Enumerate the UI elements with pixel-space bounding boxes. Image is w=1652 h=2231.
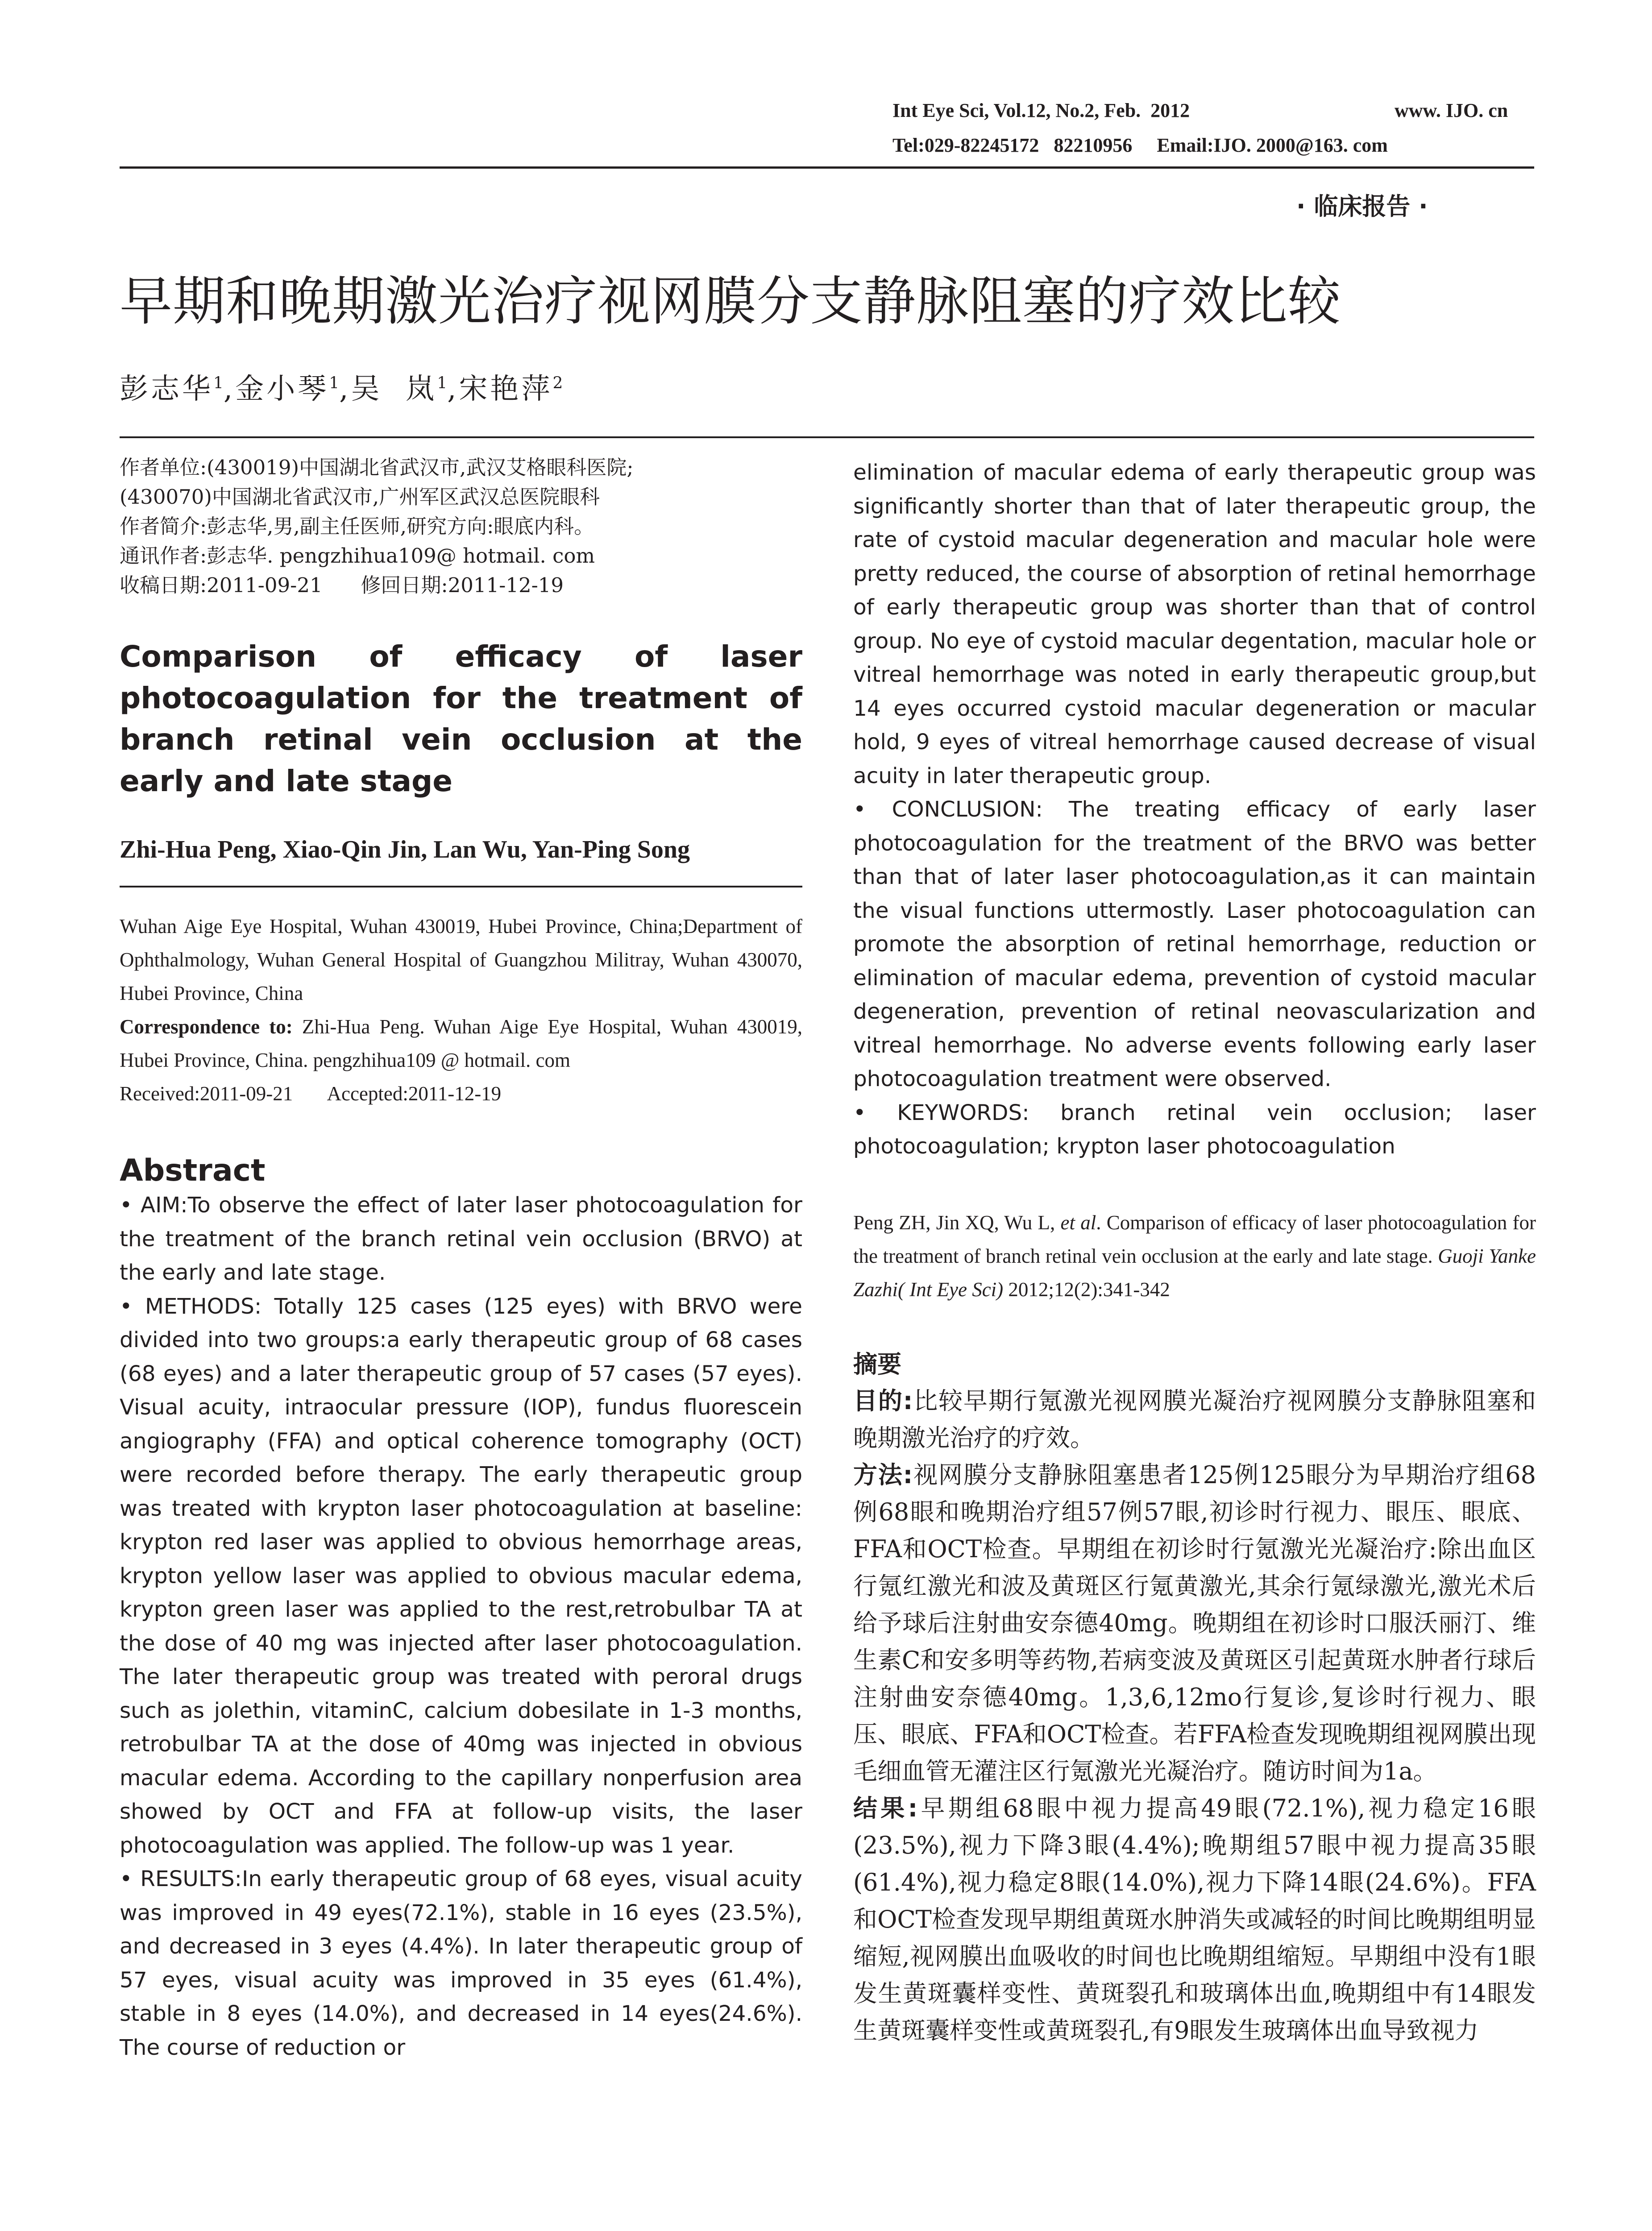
- en-affiliation: Wuhan Aige Eye Hospital, Wuhan 430019, Hubei Province, China;Department of Ophthalmology, Wuhan General Hospital of Guangzhou Militray, Wuhan 430070, Hubei Province, China: [120, 915, 802, 1004]
- abstract-methods: • METHODS: Totally 125 cases (125 eyes) with BRVO were divided into two groups:a early therapeutic group of 68 cases (68 eyes) and a later therapeutic group of 57 cases (57 eyes). Visual acuity, intraocular pressure (IOP), fundus fluorescein angiography (FFA) and optical coherence tomography (OCT) were recorded before therapy. The early therapeutic group was treated with krypton laser photocoagulation at baseline: krypton red laser was applied to obvious hemorrhage areas, krypton yellow laser was applied to obvious macular edema, krypton green laser was applied to the rest,retrobulbar TA at the dose of 40 mg was injected after laser photocoagulation. The later therapeutic group was treated with peroral drugs such as jolethin, vitaminC, calcium dobesilate in 1-3 months, retrobulbar TA at the dose of 40mg was injected in obvious macular edema. According to the capillary nonperfusion area showed by OCT and FFA at follow-up visits, the laser photocoagulation was applied. The follow-up was 1 year.: [120, 1294, 802, 1858]
- correspondence-text: Zhi-Hua Peng. Wuhan Aige Eye Hospital, Wuhan 430019, Hubei Province, China. pengzhihua109 @ hotmail. com: [120, 1016, 802, 1071]
- abstract-heading: Abstract: [120, 1153, 266, 1188]
- abstract-left: [120, 1189, 802, 2065]
- journal-contact: Tel:029-82245172 82210956 Email:IJO. 2000@163. com: [892, 134, 1388, 156]
- abstract-right: [853, 456, 1536, 1164]
- en-authors-rule: [120, 886, 802, 887]
- cn-correspondence: 通讯作者:彭志华. pengzhihua109@ hotmail. com: [120, 544, 595, 568]
- right-column: [853, 456, 1536, 2049]
- cn-methods: [853, 1456, 1536, 1790]
- cn-dates: 收稿日期:2011-09-21 修回日期:2011-12-19: [120, 573, 564, 597]
- author-1: 彭志华: [120, 373, 213, 406]
- cn-aim: [853, 1382, 1536, 1456]
- author-3-sup: 1: [437, 374, 448, 393]
- citation-volume: 2012;12(2):341-342: [1003, 1278, 1170, 1301]
- abstract-conclusion: • CONCLUSION: The treating efficacy of early laser photocoagulation for the treatment of the BRVO was better than that of later laser photocoagulation,as it can maintain the visual functions uttermostly. Laser photocoagulation can promote the absorption of retinal hemorrhage, reduction or elimination of macular edema, prevention of cystoid macular degeneration, prevention of retinal neovascularization and vitreal hemorrhage. No adverse events following early laser photocoagulation treatment were observed.: [853, 797, 1536, 1091]
- cn-author-bio: 作者简介:彭志华,男,副主任医师,研究方向:眼底内科。: [120, 514, 594, 538]
- author-1-sup: 1: [213, 374, 224, 393]
- author-2-sup: 1: [329, 374, 340, 393]
- author-sep: ,: [339, 373, 351, 406]
- author-sep: ,: [447, 373, 459, 406]
- en-title: Comparison of efficacy of laser photocoagulation for the treatment of branch retinal vein occlusion at the early and late stage: [120, 639, 802, 798]
- cn-abstract-heading: 摘要: [853, 1350, 901, 1378]
- cn-results-label: 结果:: [853, 1794, 918, 1822]
- abstract-keywords: • KEYWORDS: branch retinal vein occlusion; laser photocoagulation; krypton laser photocoagulation: [853, 1100, 1536, 1159]
- citation-authors: Peng ZH, Jin XQ, Wu L,: [853, 1211, 1061, 1234]
- authors-rule: [120, 436, 1534, 438]
- left-column: [120, 453, 802, 2065]
- abstract-results: • RESULTS:In early therapeutic group of 68 eyes, visual acuity was improved in 49 eyes(72.1%), stable in 16 eyes (23.5%), and decreased in 3 eyes (4.4%). In later therapeutic group of 57 eyes, visual acuity was improved in 35 eyes (61.4%), stable in 8 eyes (14.0%), and decreased in 14 eyes(24.6%). The course of reduction or: [120, 1866, 802, 2060]
- citation-etal: et al: [1060, 1211, 1096, 1234]
- cn-abstract: [853, 1382, 1536, 2049]
- cn-aim-text: 比较早期行氪激光视网膜光凝治疗视网膜分支静脉阻塞和晚期激光治疗的疗效。: [853, 1386, 1536, 1452]
- author-3: 吴 岚: [351, 373, 437, 406]
- cn-affiliation-1: 作者单位:(430019)中国湖北省武汉市,武汉艾格眼科医院;: [120, 456, 634, 479]
- cn-methods-text: 视网膜分支静脉阻塞患者125例125眼分为早期治疗组68例68眼和晚期治疗组57例57眼,初诊时行视力、眼压、眼底、FFA和OCT检查。早期组在初诊时行氪激光光凝治疗:除出血区行氪红激光和波及黄斑区行氪黄激光,其余行氪绿激光,激光术后给予球后注射曲安奈德40mg。晚期组在初诊时口服沃丽汀、维生素C和安多明等药物,若病变波及黄斑区引起黄斑水肿者行球后注射曲安奈德40mg。1,3,6,12mo行复诊,复诊时行视力、眼压、眼底、FFA和OCT检查。若FFA检查发现晚期组视网膜出现毛细血管无灌注区行氪激光光凝治疗。随访时间为1a。: [853, 1460, 1536, 1785]
- en-correspondence: [120, 1010, 802, 1077]
- author-2: 金小琴: [235, 373, 329, 406]
- journal-info: Int Eye Sci, Vol.12, No.2, Feb. 2012: [892, 100, 1190, 121]
- author-sep: ,: [223, 373, 236, 406]
- journal-url: www. IJO. cn: [1395, 100, 1508, 121]
- abstract-aim: • AIM:To observe the effect of later laser photocoagulation for the treatment of the branch retinal vein occlusion (BRVO) at the early and late stage.: [120, 1193, 802, 1285]
- section-label: · 临床报告 ·: [1296, 192, 1428, 220]
- citation-title: . Comparison of efficacy of laser photocoagulation for the treatment of branch retinal vein occlusion at the early and late stage.: [853, 1211, 1536, 1267]
- author-4: 宋艳萍: [459, 373, 553, 406]
- author-4-sup: 2: [552, 374, 563, 393]
- correspondence-label: Correspondence to:: [120, 1016, 293, 1038]
- cn-results-text: 早期组68眼中视力提高49眼(72.1%),视力稳定16眼(23.5%),视力下降3眼(4.4%);晚期组57眼中视力提高35眼(61.4%),视力稳定8眼(14.0%),视力下降14眼(24.6%)。FFA和OCT检查发现早期组黄斑水肿消失或减轻的时间比晚期组明显缩短,视网膜出血吸收的时间也比晚期组缩短。早期组中没有1眼发生黄斑囊样变性、黄斑裂孔和玻璃体出血,晚期组中有14眼发生黄斑囊样变性或黄斑裂孔,有9眼发生玻璃体出血导致视力: [853, 1794, 1536, 2044]
- abstract-results-cont: elimination of macular edema of early therapeutic group was significantly shorter than that of later therapeutic group, the rate of cystoid macular degeneration and macular hole were pretty reduced, the course of absorption of retinal hemorrhage of early therapeutic group was shorter than that of control group. No eye of cystoid macular degentation, macular hole or vitreal hemorrhage was noted in early therapeutic group,but 14 eyes occurred cystoid macular degeneration or macular hold, 9 eyes of vitreal hemorrhage caused decrease of visual acuity in later therapeutic group.: [853, 460, 1536, 788]
- cn-authors: [120, 366, 563, 407]
- cn-methods-label: 方法:: [853, 1460, 913, 1489]
- header-rule: [120, 166, 1534, 169]
- cn-aim-label: 目的:: [853, 1386, 913, 1415]
- citation: [853, 1206, 1536, 1306]
- en-authors: Zhi-Hua Peng, Xiao-Qin Jin, Lan Wu, Yan-Ping Song: [120, 836, 690, 863]
- page-title: 早期和晚期激光治疗视网膜分支静脉阻塞的疗效比较: [120, 270, 1341, 332]
- citation-journal: Guoji Yanke Zazhi( Int Eye Sci): [853, 1244, 1536, 1301]
- cn-affiliation-2: (430070)中国湖北省武汉市,广州军区武汉总医院眼科: [120, 485, 600, 509]
- en-received: Received:2011-09-21 Accepted:2011-12-19: [120, 1082, 502, 1105]
- cn-results: [853, 1790, 1536, 2049]
